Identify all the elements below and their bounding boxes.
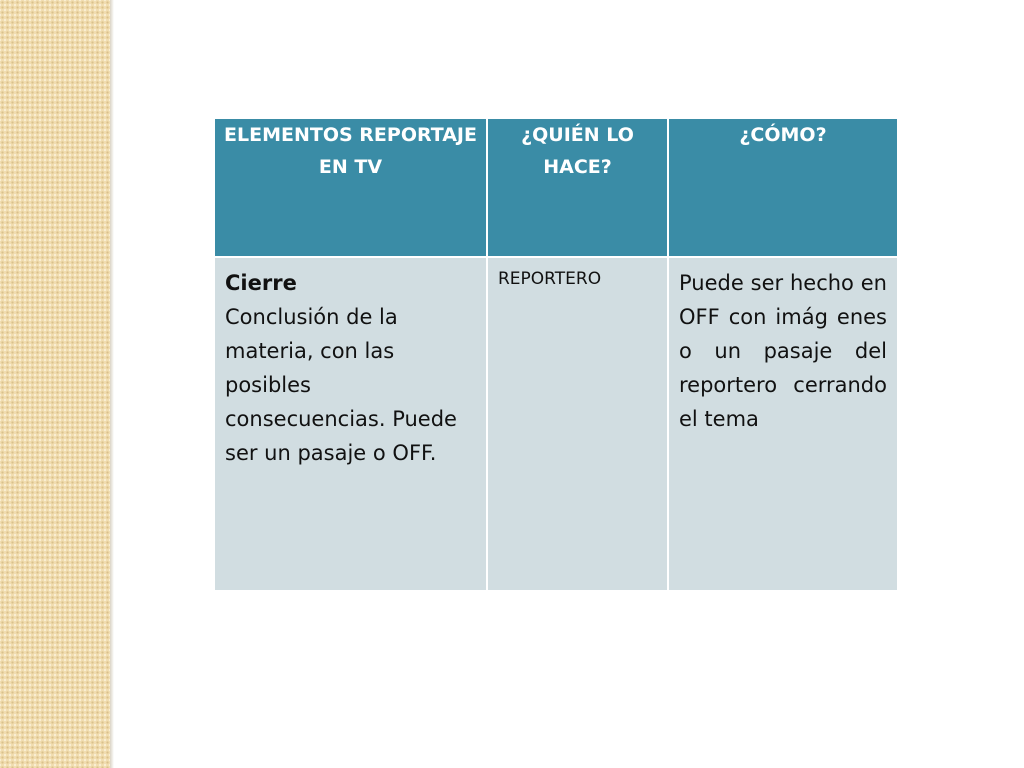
- cell-element: [214, 257, 487, 591]
- element-description: Conclusión de la materia, con las posibles consecuencias. Puede ser un pasaje o OFF.: [225, 305, 457, 465]
- table-row: [214, 257, 898, 591]
- elements-table: [213, 117, 899, 592]
- side-strip-shadow: [110, 0, 114, 768]
- element-term: Cierre: [225, 271, 297, 295]
- table-header-row: [214, 118, 898, 257]
- cell-who: [487, 257, 668, 591]
- how-text: Puede ser hecho en OFF con imág enes o un pasaje del reportero cerrando el tema: [679, 271, 887, 431]
- header-como: ¿CÓMO?: [668, 118, 898, 257]
- header-quien: ¿QUIÉN LO HACE?: [487, 118, 668, 257]
- cell-how: [668, 257, 898, 591]
- decorative-side-strip: [0, 0, 110, 768]
- header-elementos: ELEMENTOS REPORTAJE EN TV: [214, 118, 487, 257]
- who-text: REPORTERO: [498, 269, 602, 289]
